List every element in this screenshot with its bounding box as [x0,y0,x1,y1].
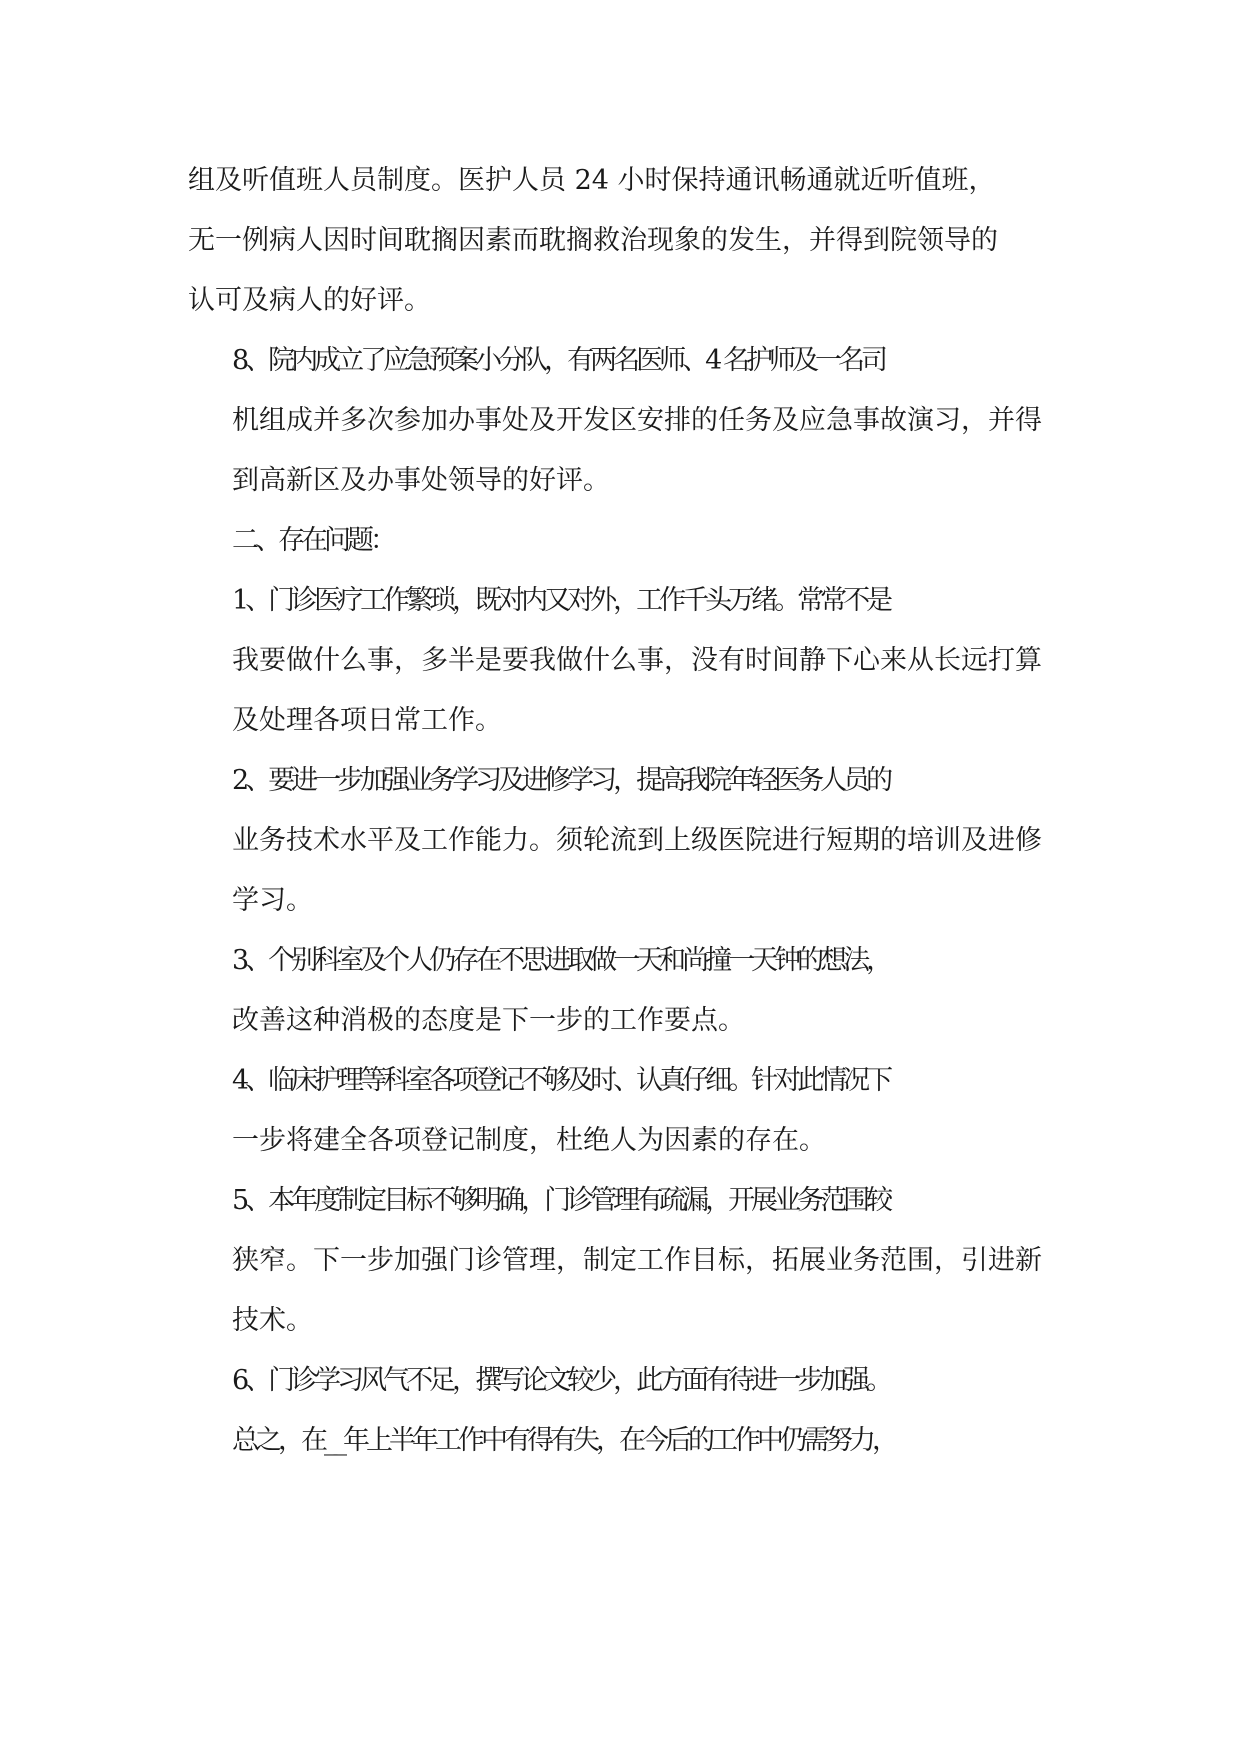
text-line: 学习。 [232,885,313,916]
paragraph [188,151,1068,331]
paragraph [188,331,1068,511]
text-line: 1、门诊医疗工作繁琐，既对内又对外，工作千头万绪。常常不是 [232,585,890,616]
text-line: 无一例病人因时间耽搁因素而耽搁救治现象的发生，并得到院领导的 [188,225,998,256]
text-line: 一步将建全各项登记制度，杜绝人为因素的存在。 [232,1125,826,1156]
paragraph [188,511,1068,571]
text-line: 组及听值班人员制度。医护人员 24 小时保持通讯畅通就近听值班， [188,165,996,196]
text-line: 6、门诊学习风气不足，撰写论文较少，此方面有待进一步加强。 [232,1365,890,1396]
paragraph [188,1351,1068,1411]
text-line: 4、临床护理等科室各项登记不够及时、认真仔细。针对此情况下 [232,1065,890,1096]
text-line: 到高新区及办事处领导的好评。 [232,465,610,496]
paragraph [188,1051,1068,1171]
text-line: 及处理各项日常工作。 [232,705,502,736]
text-line: 机组成并多次参加办事处及开发区安排的任务及应急事故演习，并得 [232,405,1042,436]
paragraph [188,1411,1068,1471]
text-line: 技术。 [232,1305,313,1336]
text-line: 5、本年度制定目标不够明确，门诊管理有疏漏，开展业务范围较 [232,1185,890,1216]
paragraph [188,1171,1068,1351]
text-line: 改善这种消极的态度是下一步的工作要点。 [232,1005,745,1036]
text-line: 二、存在问题： [232,525,393,556]
document-body [188,151,1068,1471]
paragraph [188,751,1068,931]
paragraph [188,931,1068,1051]
text-line: 3、个别科室及个人仍存在不思进取做一天和尚撞一天钟的想法， [232,945,890,976]
paragraph [188,571,1068,751]
text-line: 2、要进一步加强业务学习及进修学习，提高我院年轻医务人员的 [232,765,890,796]
text-line: 8、院内成立了应急预案小分队，有两名医师、4 名护师及一名司 [232,345,884,376]
text-line: 认可及病人的好评。 [188,285,431,316]
text-line: 我要做什么事，多半是要我做什么事，没有时间静下心来从长远打算 [232,645,1042,676]
text-line: 狭窄。下一步加强门诊管理，制定工作目标，拓展业务范围，引进新 [232,1245,1042,1276]
text-line: 总之，在__年上半年工作中有得有失，在今后的工作中仍需努力， [232,1425,895,1456]
text-line: 业务技术水平及工作能力。须轮流到上级医院进行短期的培训及进修 [232,825,1042,856]
